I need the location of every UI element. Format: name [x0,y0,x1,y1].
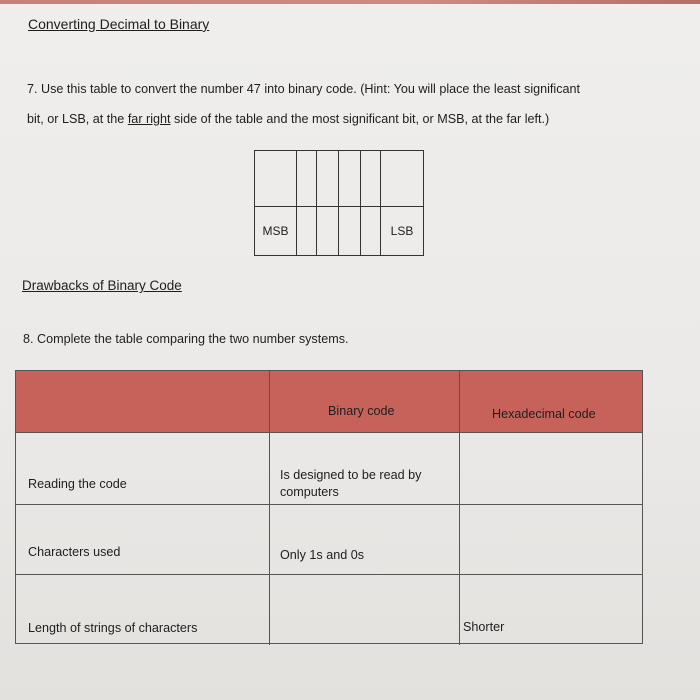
section-title-drawbacks: Drawbacks of Binary Code [22,278,182,293]
question-7 [27,74,652,134]
table-cell-hex[interactable] [460,433,642,505]
table-row-label [16,505,270,575]
question-7-far-right: far right [127,112,171,126]
bit-label-cell [317,207,339,255]
table-header-blank [16,371,270,433]
binary-cell[interactable] [381,151,423,207]
question-8: 8. Complete the table comparing the two number systems. [23,332,349,346]
cell-value: Is designed to be read by computers [280,468,422,499]
row-label-characters: Characters used [28,545,121,559]
header-binary-label: Binary code [328,404,395,418]
table-cell-hex[interactable] [460,575,642,645]
binary-conversion-table [254,150,424,256]
question-7-line-1: 7. Use this table to convert the number 47 into binary code. (Hint: You will place the least significant [27,82,581,96]
table-header-binary [270,371,460,433]
bit-label-cell [339,207,361,255]
table-cell-binary[interactable] [270,433,460,505]
comparison-table [15,370,643,644]
cell-value: Only 1s and 0s [280,548,365,562]
msb-label: MSB [255,207,297,255]
row-label-length: Length of strings of characters [28,621,198,635]
binary-cell[interactable] [297,151,317,207]
table-cell-binary[interactable] [270,505,460,575]
question-7-text-b: side of the table and the most significant bit, or MSB, at the far left.) [170,112,550,126]
question-7-line-2 [27,104,652,134]
table-cell-hex[interactable] [460,505,642,575]
row-label-reading: Reading the code [28,477,127,491]
binary-cell[interactable] [255,151,297,207]
header-hex-label: Hexadecimal code [492,407,596,421]
cell-value: Shorter [463,620,505,634]
binary-cell[interactable] [361,151,381,207]
question-7-text-a: bit, or LSB, at the [27,112,128,126]
bit-label-cell [297,207,317,255]
table-row-label [16,575,270,645]
binary-cell[interactable] [339,151,361,207]
section-title-converting: Converting Decimal to Binary [28,16,210,32]
bit-label-cell [361,207,381,255]
worksheet-page [0,4,700,700]
lsb-label: LSB [390,224,414,238]
table-cell-binary[interactable] [270,575,460,645]
table-header-hex [460,371,642,433]
table-row-label [16,433,270,505]
binary-cell[interactable] [317,151,339,207]
